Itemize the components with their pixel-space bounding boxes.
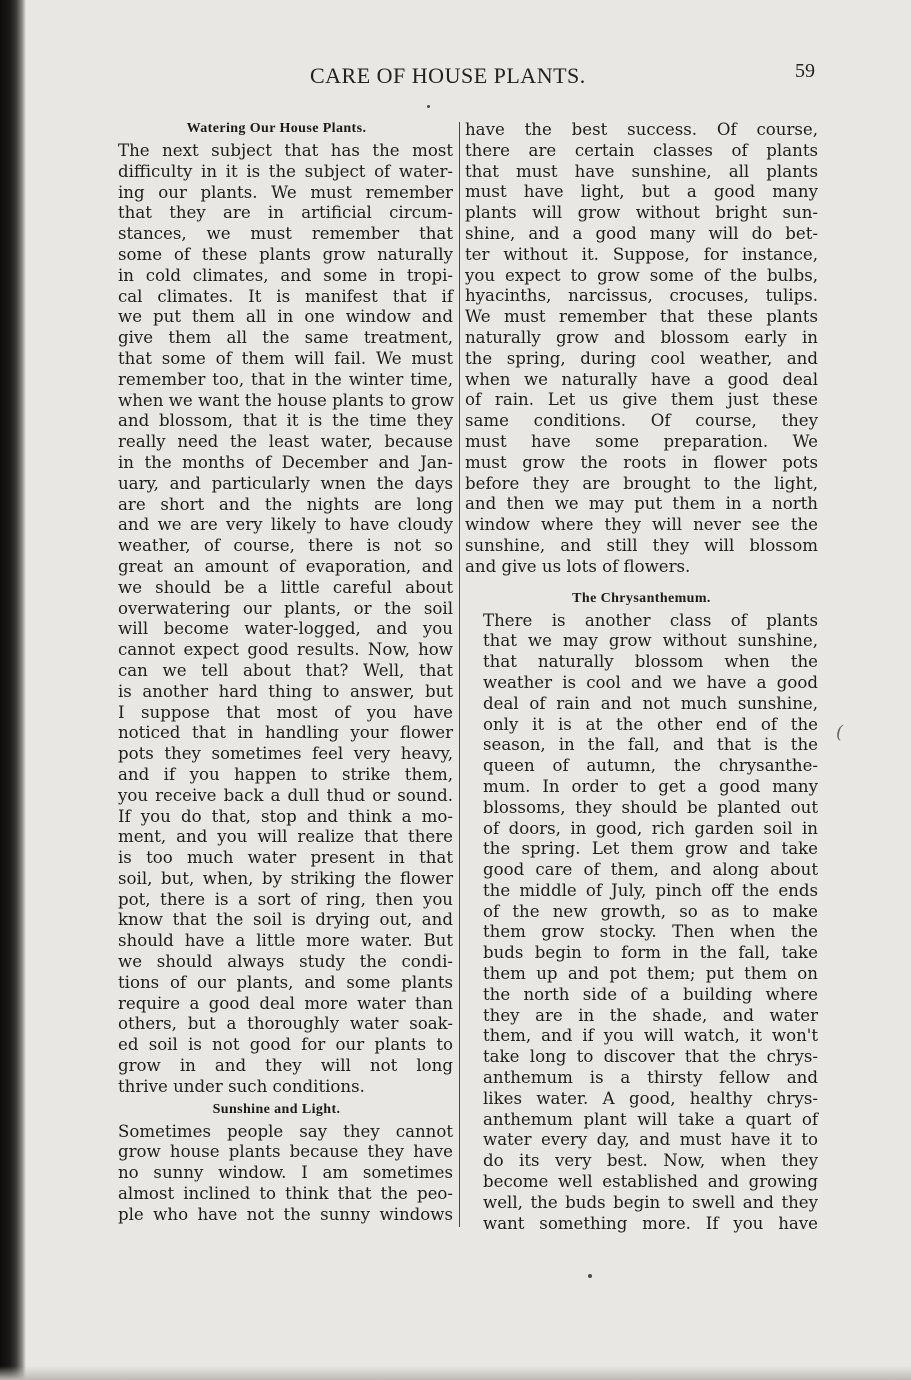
text-line: in cold climates, and some in tropi-	[118, 265, 453, 285]
text-line: likes water. A good, healthy chrys-	[483, 1088, 818, 1108]
text-line: plants will grow without bright sun-	[465, 203, 818, 223]
text-line: naturally grow and blossom early in	[465, 327, 818, 347]
text-line: great an amount of evaporation, and	[118, 556, 453, 576]
text-line: thrive under such conditions.	[118, 1076, 365, 1096]
text-line: cannot expect good results. Now, how	[118, 640, 453, 660]
text-line: no sunny window. I am sometimes	[118, 1163, 453, 1183]
text-line: and then we may put them in a north	[465, 494, 818, 514]
text-line: cal climates. It is manifest that if	[118, 286, 453, 306]
text-line: grow house plants because they have	[118, 1142, 453, 1162]
text-line: them grow stocky. Then when the	[483, 922, 818, 942]
text-line: are short and the nights are long	[118, 494, 453, 514]
text-line: you expect to grow some of the bulbs,	[465, 265, 818, 285]
text-line: the spring. Let them grow and take	[483, 839, 818, 859]
text-line: grow in and they will not long	[118, 1056, 453, 1076]
text-line: know that the soil is drying out, and	[118, 910, 453, 930]
text-line: of rain. Let us give them just these	[465, 390, 818, 410]
text-line: Sometimes people say they cannot	[118, 1121, 453, 1141]
text-line: only it is at the other end of the	[483, 714, 818, 734]
text-line: that they are in artificial circum-	[118, 203, 453, 223]
text-line: season, in the fall, and that is the	[483, 735, 818, 755]
text-line: difficulty in it is the subject of water-	[118, 161, 453, 181]
text-line: mum. In order to get a good many	[483, 776, 818, 796]
text-line: must have light, but a good many	[465, 182, 818, 202]
text-line: in the months of December and Jan-	[118, 452, 453, 472]
text-line: the north side of a building where	[483, 984, 818, 1004]
text-line: before they are brought to the light,	[465, 473, 818, 493]
text-line: they are in the shade, and water	[483, 1005, 818, 1025]
page-number: 59	[795, 60, 815, 82]
text-line: we should always study the condi-	[118, 952, 453, 972]
text-line: have the best success. Of course,	[465, 120, 818, 139]
text-line: that we may grow without sunshine,	[483, 631, 818, 651]
text-line: ter without it. Suppose, for instance,	[465, 244, 818, 264]
watering-paragraph	[100, 141, 453, 1098]
text-line: ing our plants. We must remember	[118, 182, 453, 202]
text-line: that some of them will fail. We must	[118, 348, 453, 368]
text-line: queen of autumn, the chrysanthe-	[483, 756, 818, 776]
text-line: and give us lots of flowers.	[465, 556, 691, 576]
text-line: noticed that in handling your flower	[118, 723, 453, 743]
text-line: really need the least water, because	[118, 432, 453, 452]
text-line: that naturally blossom when the	[483, 652, 818, 672]
text-line: good care of them, and along about	[483, 860, 818, 880]
left-column	[100, 120, 453, 1226]
text-line: I suppose that most of you have	[118, 702, 453, 722]
text-line: If you do that, stop and think a mo-	[118, 806, 453, 826]
sunshine-paragraph	[100, 1122, 453, 1226]
text-line: must grow the roots in flower pots	[465, 452, 818, 472]
text-line: remember too, that in the winter time,	[118, 369, 453, 389]
text-line: of the new growth, so as to make	[483, 901, 818, 921]
text-line: sunshine, and still they will blossom	[465, 535, 818, 555]
right-column	[465, 120, 818, 1234]
binding-shadow	[0, 0, 26, 1380]
text-line: there are certain classes of plants	[465, 140, 818, 160]
text-line: we should be a little careful about	[118, 577, 453, 597]
text-line: ment, and you will realize that there	[118, 827, 453, 847]
text-line: well, the buds begin to swell and they	[483, 1192, 818, 1212]
text-line: We must remember that these plants	[465, 307, 818, 327]
text-line: soil, but, when, by striking the flower	[118, 868, 453, 888]
ink-speck	[588, 1274, 592, 1278]
page-bottom-shadow	[0, 1366, 911, 1380]
text-line: ple who have not the sunny windows	[118, 1204, 453, 1224]
ink-speck	[427, 105, 430, 108]
text-line: will become water-logged, and you	[118, 619, 453, 639]
pencil-margin-mark: (	[836, 722, 844, 743]
text-line: that must have sunshine, all plants	[465, 161, 818, 181]
text-line: do its very best. Now, when they	[483, 1151, 818, 1171]
text-line: and blossom, that it is the time they	[118, 411, 453, 431]
text-line: The next subject that has the most	[118, 141, 453, 160]
text-line: blossoms, they should be planted out	[483, 797, 818, 817]
text-line: anthemum plant will take a quart of	[483, 1109, 818, 1129]
sunshine-heading: Sunshine and Light.	[212, 1101, 341, 1117]
text-line: the spring, during cool weather, and	[465, 348, 818, 368]
sunshine-paragraph-continued	[465, 120, 818, 578]
text-line: take long to discover that the chrys-	[483, 1047, 818, 1067]
text-line: tions of our plants, and some plants	[118, 972, 453, 992]
text-line: buds begin to form in the fall, take	[483, 943, 818, 963]
chrysanthemum-heading: The Chrysanthemum.	[572, 590, 711, 606]
text-line: give them all the same treatment,	[118, 328, 453, 348]
text-line: water every day, and must have it to	[483, 1130, 818, 1150]
text-line: and if you happen to strike them,	[118, 764, 453, 784]
running-head: CARE OF HOUSE PLANTS.	[310, 63, 586, 88]
text-line: become well established and growing	[483, 1172, 818, 1192]
text-line: the middle of July, pinch off the ends	[483, 880, 818, 900]
text-line: ed soil is not good for our plants to	[118, 1035, 453, 1055]
text-line: deal of rain and not much sunshine,	[483, 693, 818, 713]
text-line: is too much water present in that	[118, 848, 453, 868]
text-line: There is another class of plants	[483, 610, 818, 630]
text-line: weather is cool and we have a good	[483, 672, 818, 692]
text-line: almost inclined to think that the peo-	[118, 1184, 453, 1204]
text-line: uary, and particularly wnen the days	[118, 473, 453, 493]
text-line: same conditions. Of course, they	[465, 411, 818, 431]
chrysanthemum-paragraph	[465, 611, 818, 1235]
text-line: pots they sometimes feel very heavy,	[118, 744, 453, 764]
text-line: want something more. If you have	[483, 1213, 818, 1233]
text-line: them, and if you will watch, it won't	[483, 1026, 818, 1046]
text-line: should have a little more water. But	[118, 931, 453, 951]
text-line: overwatering our plants, or the soil	[118, 598, 453, 618]
text-line: must have some preparation. We	[465, 431, 818, 451]
text-line: of doors, in good, rich garden soil in	[483, 818, 818, 838]
text-line: them up and pot them; put them on	[483, 964, 818, 984]
text-line: pot, there is a sort of ring, then you	[118, 889, 453, 909]
text-line: hyacinths, narcissus, crocuses, tulips.	[465, 286, 818, 306]
text-line: stances, we must remember that	[118, 224, 453, 244]
text-line: shine, and a good many will do bet-	[465, 223, 818, 243]
text-line: is another hard thing to answer, but	[118, 681, 453, 701]
text-line: and we are very likely to have cloudy	[118, 515, 453, 535]
text-line: can we tell about that? Well, that	[118, 660, 453, 680]
text-line: window where they will never see the	[465, 515, 818, 535]
text-line: require a good deal more water than	[118, 993, 453, 1013]
text-line: we put them all in one window and	[118, 307, 453, 327]
text-line: when we naturally have a good deal	[465, 369, 818, 389]
text-line: when we want the house plants to grow	[118, 390, 454, 410]
text-line: some of these plants grow naturally	[118, 244, 453, 264]
text-line: others, but a thoroughly water soak-	[118, 1014, 453, 1034]
column-rule	[459, 122, 460, 1227]
watering-heading: Watering Our House Plants.	[186, 121, 367, 136]
text-line: weather, of course, there is not so	[118, 536, 453, 556]
text-line: you receive back a dull thud or sound.	[118, 785, 453, 805]
text-line: anthemum is a thirsty fellow and	[483, 1068, 818, 1088]
